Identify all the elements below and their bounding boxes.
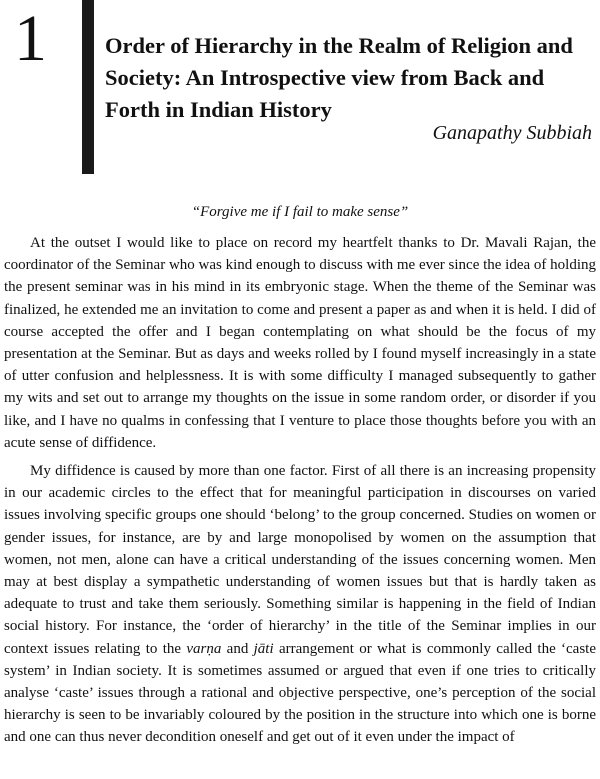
chapter-divider-bar [82,0,94,174]
author-name: Ganapathy Subbiah [432,122,592,144]
term-varna: varṇa [186,640,222,657]
paragraph-2-text-b: arrangement or what is commonly called the ‘caste system’ in Indian society. It is sometimes assumed or argued that even if one tries to critically analyse ‘caste’ issues through a rational and objective perspective, one’s perception of the social hierarchy is seen to be invariably coloured by the position in the structure into which one is borne and one can thus never decondition oneself and get out of it even under the impact of [4,640,597,746]
chapter-number: 1 [14,2,47,75]
chapter-title: Order of Hierarchy in the Realm of Religion and Society: An Introspective view from Back and Forth in Indian History [105,33,573,122]
epigraph-quote: “Forgive me if I fail to make sense” [191,204,409,220]
word-and: and [226,640,249,657]
paragraph-2 [4,460,596,749]
term-jati: jāti [253,640,274,657]
paragraph-2-text-a: My diffidence is caused by more than one factor. First of all there is an increasing propensity in our academic circles to the effect that for meaningful participation in discourses on varied issues involving specific groups one should ‘belong’ to the group concerned. Studies on women or gender issues, for instance, are by and large monopolised by women on the assumption that women, not men, alone can have a critical understanding of the issues concerning women. Men may at best display a sympathetic understanding of women issues but that is hardly taken as adequate to trust and take them seriously. Something similar is happening in the field of Indian social history. For instance, the ‘order of hierarchy’ in the title of the Seminar implies in our context issues relating to the [4,463,596,657]
body-text [4,232,596,755]
paragraph-1: At the outset I would like to place on record my heartfelt thanks to Dr. Mavali Rajan, the coordinator of the Seminar who was kind enough to discuss with me ever since the idea of holding the present seminar was in his mind in its embryonic stage. When the theme of the Seminar was finalized, he extended me an invitation to come and present a paper as and when it is held. I did of course accepted the offer and I began contemplating on what should be the focus of my presentation at the Seminar. But as days and weeks rolled by I found myself increasingly in a state of utter confusion and helplessness. It is with some difficulty I managed subsequently to gather my wits and set out to arrange my thoughts on the issue in some random order, or disorder if you like, and I have no qualms in confessing that I venture to place those thoughts before you with an acute sense of diffidence. [4,235,596,451]
